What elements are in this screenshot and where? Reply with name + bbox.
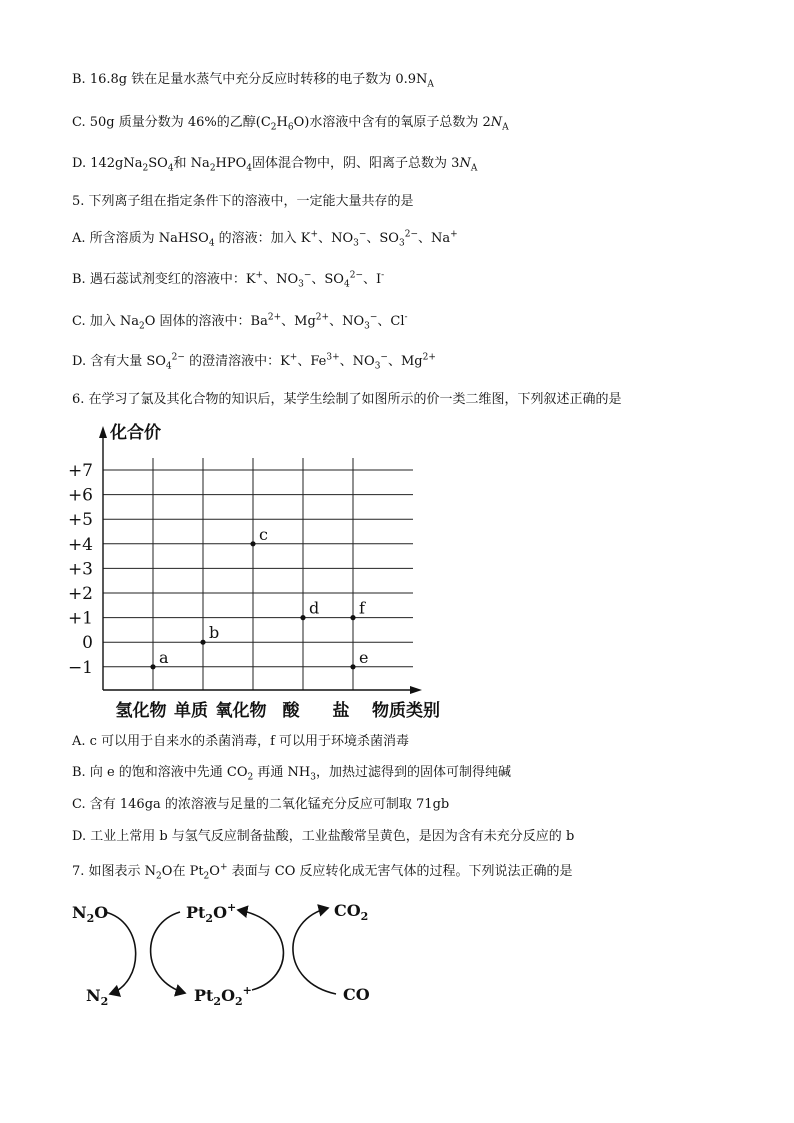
text: 50g 质量分数为 46%的乙醇(C: [89, 115, 271, 130]
y-tick-label: +6: [67, 485, 93, 506]
q6-option-c: C. 含有 146ga 的浓溶液与足量的二氧化锰充分反应可制取 71gb: [72, 797, 450, 812]
species-pt2o-plus: $Pt_2O^+$: [186, 901, 237, 925]
option-letter: B.: [72, 72, 90, 87]
data-label-c: c: [259, 524, 268, 544]
y-tick-label: +1: [67, 608, 93, 629]
q5-option-d: D. 含有大量 $SO_4^{2-}$ 的澄清溶液中：K+、$Fe^{3+}$、$NO_3^-$、$Mg^{2+}$: [72, 352, 436, 372]
subscript: 2: [209, 163, 216, 174]
x-tick-label: 氧化物: [215, 701, 267, 721]
subscript: A: [470, 163, 478, 174]
subscript: 2: [270, 122, 277, 133]
text: H: [276, 115, 288, 130]
text: HPO: [215, 156, 247, 171]
subscript: 4: [246, 163, 253, 174]
text: 固体混合物中，阴、阳离子总数为 3: [252, 156, 460, 171]
data-label-a: a: [159, 647, 169, 667]
species-co2: $CO_2$: [334, 901, 369, 923]
x-tick-label: 单质: [174, 701, 208, 721]
question-text: 6. 在学习了氯及其化合物的知识后，某学生绘制了如图所示的价一类二维图，下列叙述正确的是: [72, 392, 622, 407]
species-n2o: $N_2O$: [72, 903, 109, 925]
text: 和 Na: [173, 156, 210, 171]
arc-pt2o2-to-pt2o: [238, 910, 283, 990]
arc-co-to-co2: [293, 908, 336, 994]
q6-option-b: B. 向 e 的饱和溶液中先通 $CO_2$ 再通 $NH_3$，加热过滤得到的固体可制得纯碱: [72, 765, 511, 783]
subscript: 6: [287, 122, 294, 133]
y-tick-label: 0: [82, 633, 93, 654]
q6-option-a: A. c 可以用于自来水的杀菌消毒，f 可以用于环境杀菌消毒: [72, 734, 410, 749]
q5-option-c: C. 加入 $Na_2O$ 固体的溶液中：$Ba^{2+}$、$Mg^{2+}$、$NO_3^-$、Cl-: [72, 312, 408, 332]
arc-n2o-to-n2: [105, 912, 136, 994]
text: N: [490, 115, 503, 130]
q6-option-d: D. 工业上常用 b 与氢气反应制备盐酸，工业盐酸常呈黄色，是因为含有未充分反应的 b: [72, 829, 575, 844]
x-axis-label: 物质类别: [372, 701, 440, 721]
subscript: 4: [167, 163, 174, 174]
x-tick-label: 氢化物: [115, 701, 167, 721]
y-tick-label: +4: [67, 534, 93, 555]
y-tick-label: +2: [67, 584, 93, 604]
option-text: 16.8g 铁在足量水蒸气中充分反应时转移的电子数为 0.9N: [89, 72, 428, 87]
option-letter: C.: [72, 115, 90, 130]
text: SO: [148, 156, 168, 171]
x-tick-label: 盐: [332, 701, 350, 721]
q5-option-b: B. 遇石蕊试剂变红的溶液中：K+、$NO_3^-$、$SO_4^{2-}$、I-: [72, 270, 385, 290]
y-axis-label: 化合价: [110, 423, 161, 443]
subscript: A: [427, 79, 434, 90]
x-tick-label: 酸: [282, 701, 300, 721]
text: N: [459, 156, 471, 171]
subscript: A: [502, 122, 509, 133]
data-label-e: e: [359, 647, 369, 667]
question-text: 5. 下列离子组在指定条件下的溶液中，一定能大量共存的是: [72, 194, 414, 209]
data-label-b: b: [209, 623, 220, 643]
data-label-f: f: [359, 598, 365, 618]
option-letter: D.: [72, 156, 91, 171]
species-co: CO: [343, 985, 370, 1004]
q7-stem: 7. 如图表示 $N_2O$在 $Pt_2O^+$ 表面与 CO 反应转化成无害气体的过程。下列说法正确的是: [72, 862, 573, 882]
arc-pt2o-to-pt2o2: [151, 912, 185, 993]
y-tick-label: −1: [67, 657, 93, 678]
species-n2: $N_2$: [86, 986, 109, 1008]
text: O)水溶液中含有的氧原子总数为 2: [293, 115, 491, 130]
data-label-d: d: [309, 598, 320, 618]
text: 142gNa: [90, 156, 143, 171]
q5-option-a: A. 所含溶质为 NaHSO$_4$ 的溶液：加入 K+、$NO_3^-$、$SO_3^{2-}$、Na+: [72, 229, 458, 249]
y-tick-label: +3: [67, 559, 93, 580]
y-tick-label: +7: [67, 461, 93, 481]
subscript: 2: [142, 163, 149, 174]
species-pt2o2-plus: $Pt_2O_2^+$: [194, 984, 252, 1008]
y-tick-label: +5: [67, 510, 93, 531]
